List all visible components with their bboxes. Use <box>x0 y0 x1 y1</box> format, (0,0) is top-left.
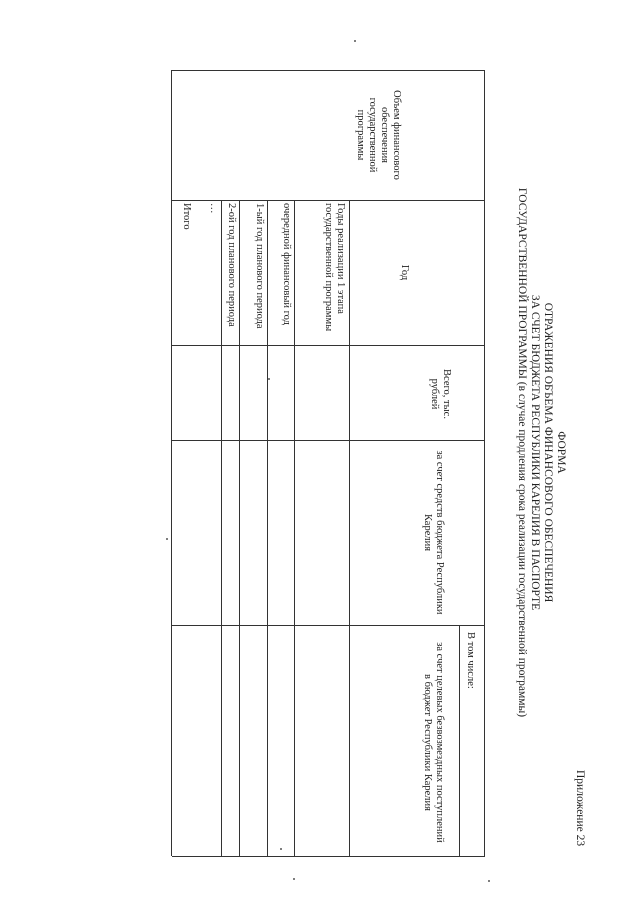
row-label-next-year: очередной финансовый год <box>281 203 292 325</box>
form-title: ФОРМА <box>555 431 567 474</box>
row-label-plan-year-2: 2-ой год планового периода <box>226 203 237 327</box>
scan-speck <box>293 878 295 880</box>
scan-speck <box>268 378 270 380</box>
row-label-ellipsis: … <box>208 203 219 214</box>
financing-volume-label: Объем финансового обеспечения государственной программы <box>355 90 402 180</box>
form-subtitle-1: ОТРАЖЕНИЯ ОБЪЕМА ФИНАНСОВОГО ОБЕСПЕЧЕНИЯ <box>542 302 554 603</box>
scan-speck <box>488 880 490 882</box>
header-including: В том числе: <box>465 632 476 689</box>
appendix-label: Приложение 23 <box>574 770 586 847</box>
form-subtitle-3: ГОСУДАРСТВЕННОЙ ПРОГРАММЫ (в случае продления срока реализации государственной программы) <box>516 187 528 718</box>
header-budget: за счет средств бюджета Республики Карелия <box>422 450 445 615</box>
form-subtitle-2: ЗА СЧЕТ БЮДЖЕТА РЕСПУБЛИКИ КАРЕЛИЯ В ПАСПОРТЕ <box>529 294 541 611</box>
scan-speck <box>280 848 282 850</box>
header-year: Год <box>399 264 410 281</box>
row-label-stage-years: Годы реализации 1 этапа государственной программы <box>323 203 346 332</box>
scan-speck <box>354 40 356 42</box>
header-total: Всего, тыс. рублей <box>429 369 452 419</box>
row-label-plan-year-1: 1-ый год планового периода <box>254 203 265 329</box>
scan-speck <box>166 538 168 540</box>
header-grants: за счет целевых безвозмездных поступлений в бюджет Республики Карелия <box>422 642 445 843</box>
row-label-total: Итого <box>181 203 192 230</box>
